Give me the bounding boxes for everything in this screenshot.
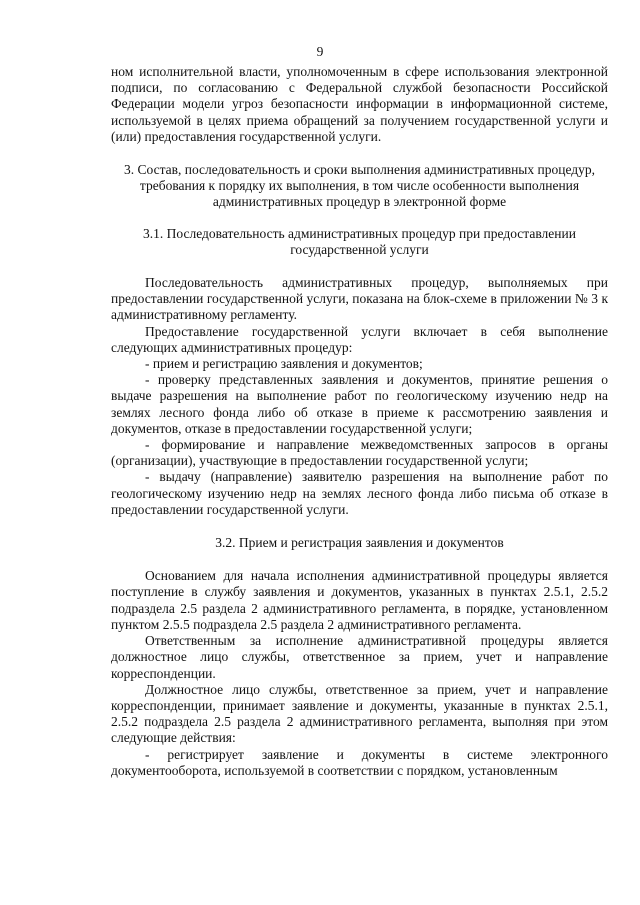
procedure-item: - проверку представленных заявления и документов, принятие решения о выдаче разрешения на выполнение работ по геологическому изучению недр на землях лесного фонда либо об отказе в приеме к рассмотрению заявления и документов, отказе в предоставлении государственной услуги; xyxy=(111,372,608,436)
section-3-1-heading: 3.1. Последовательность административных процедур при предоставлении государственной услуги xyxy=(143,225,576,257)
procedure-item: - выдачу (направление) заявителю разрешения на выполнение работ по геологическому изучению недр на землях лесного фонда либо письма об отказе в предоставлении государственной услуги. xyxy=(111,469,608,517)
procedure-item: - прием и регистрацию заявления и документов; xyxy=(145,356,423,372)
section-3-2-paragraph-2: Ответственным за исполнение административной процедуры является должностное лицо службы, ответственное за прием, учет и направление корреспонденции. xyxy=(111,633,608,681)
procedure-item: - формирование и направление межведомственных запросов в органы (организации), участвующие в предоставлении государственной услуги; xyxy=(111,437,608,469)
section-3-heading: 3. Состав, последовательность и сроки выполнения административных процедур, требования к порядку их выполнения, в том числе особенности выполнения административных процедур в электронной форме xyxy=(123,162,596,210)
section-3-2-paragraph-1: Основанием для начала исполнения административной процедуры является поступление в службу заявления и документов, указанных в пунктах 2.5.1, 2.5.2 подраздела 2.5 раздела 2 административного регламента, в порядке, установленном пунктом 2.5.5 подраздела 2.5 раздела 2 административного регламента. xyxy=(111,568,608,632)
section-3-2-paragraph-3: Должностное лицо службы, ответственное за прием, учет и направление корреспонденции, принимает заявление и документы, указанные в пунктах 2.5.1, 2.5.2 подраздела 2.5 раздела 2 административного регламента, выполняя при этом следующие действия: xyxy=(111,681,608,746)
intro-paragraph: ном исполнительной власти, уполномоченным в сфере использования электронной подписи, по согласованию с Федеральной службой безопасности Российской Федерации модели угроз безопасности информации в информационной системе, используемой в целях приема обращений за получением государственной услуги и (или) предоставления государственной услуги. xyxy=(111,64,608,144)
section-3-2-paragraph-4: - регистрирует заявление и документы в системе электронного документооборота, используемой в соответствии с порядком, установленным xyxy=(111,746,608,778)
section-3-1-paragraph-2: Предоставление государственной услуги включает в себя выполнение следующих административных процедур: xyxy=(111,323,608,355)
page-number: 9 xyxy=(316,44,324,59)
page-content xyxy=(111,64,608,779)
section-3-2-heading: 3.2. Прием и регистрация заявления и документов xyxy=(215,535,504,551)
section-3-1-paragraph-1: Последовательность административных процедур, выполняемых при предоставлении государственной услуги, показана на блок-схеме в приложении № 3 к административному регламенту. xyxy=(111,275,608,323)
